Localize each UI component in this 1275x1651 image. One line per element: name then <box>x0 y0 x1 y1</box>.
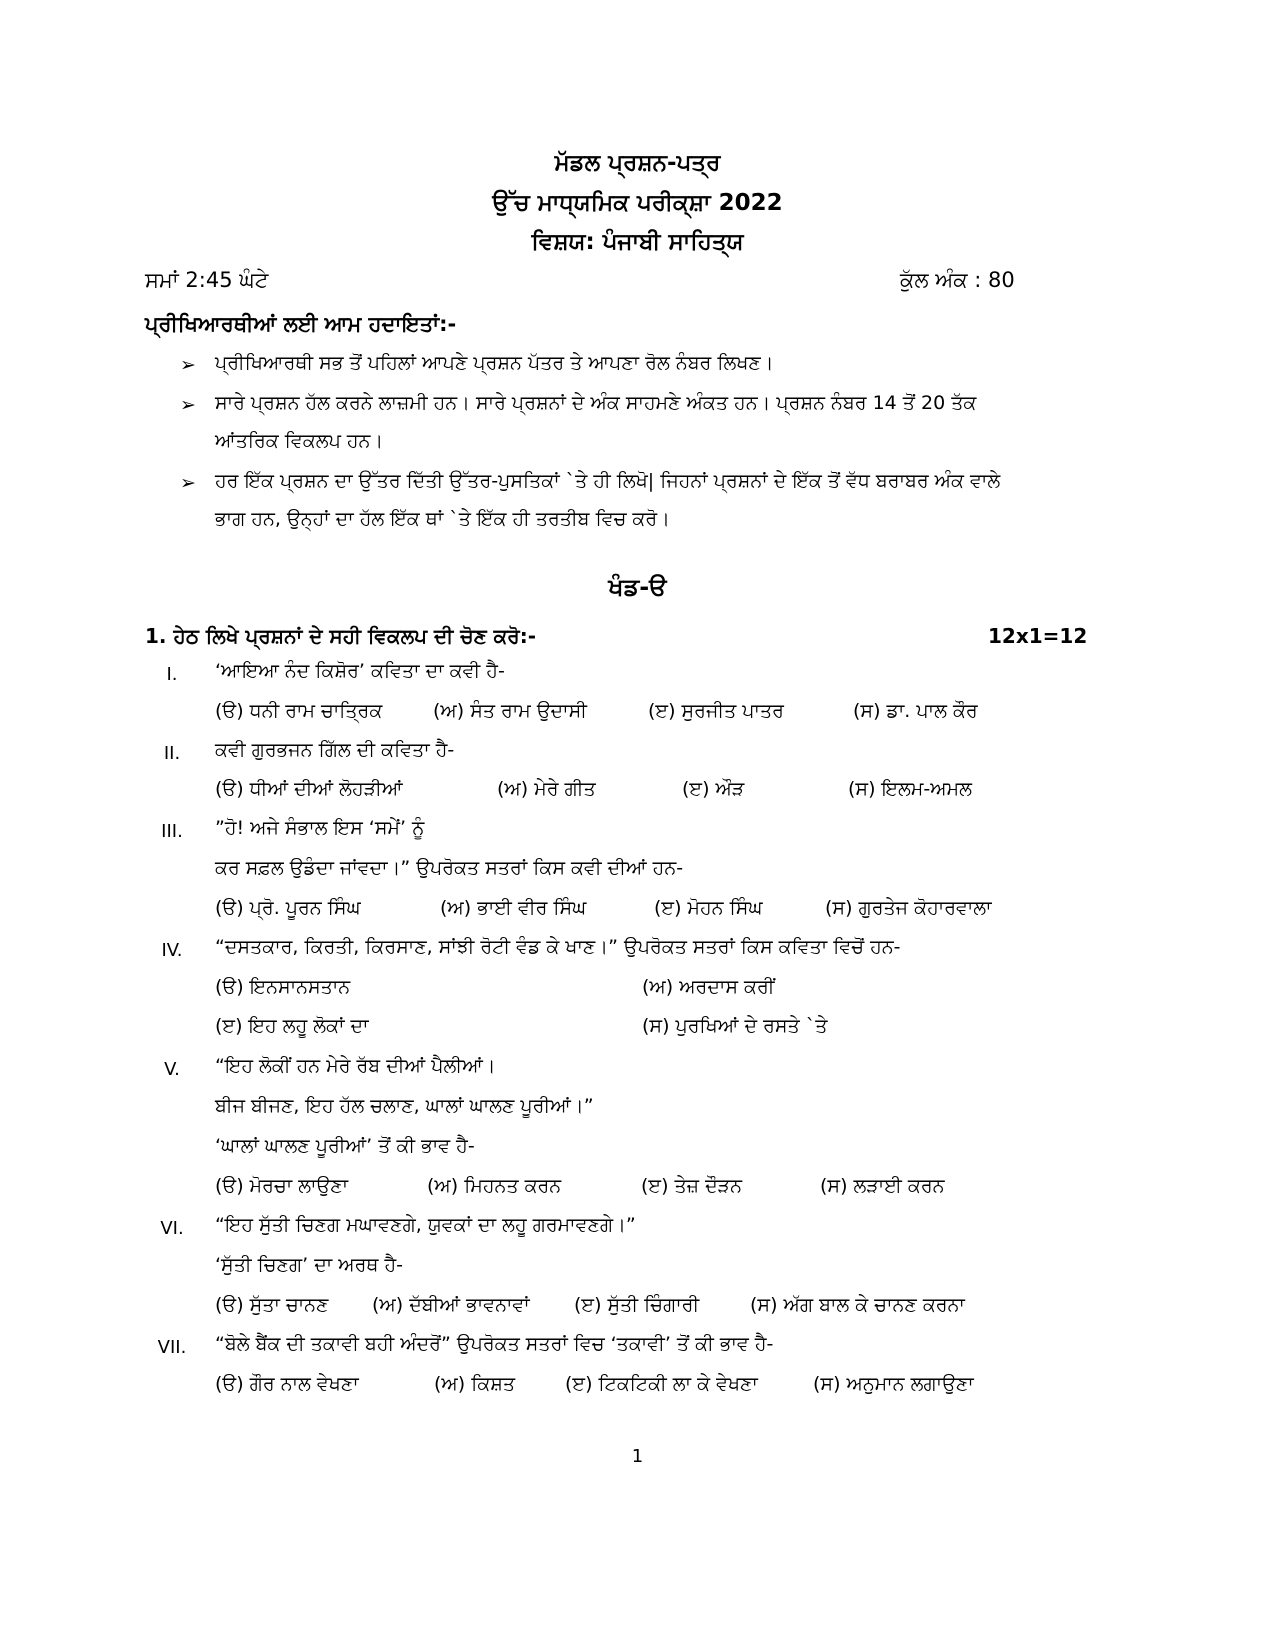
option-b: (ਅ) ਅਰਦਾਸ ਕਰੀਂ <box>642 976 775 998</box>
instruction-2-line-1: ਸਾਰੇ ਪ੍ਰਸ਼ਨ ਹੱਲ ਕਰਨੇ ਲਾਜ਼ਮੀ ਹਨ। ਸਾਰੇ ਪ੍ਰਸ਼ਨਾਂ ਦੇ ਅੰਕ ਸਾਹਮਣੇ ਅੰਕਤ ਹਨ। ਪ੍ਰਸ਼ਨ ਨੰਬਰ 14 ਤੋਂ 20 ਤੱਕ <box>215 392 977 414</box>
option-c: (ੲ) ਸੁਰਜੀਤ ਪਾਤਰ <box>648 700 784 722</box>
item-question-line-1: “ਇਹ ਲੋਕੀਂ ਹਨ ਮੇਰੇ ਰੱਬ ਦੀਆਂ ਪੈਲੀਆਂ। <box>215 1055 496 1077</box>
section-heading: ਖੰਡ-ੳ <box>608 573 667 601</box>
option-b: (ਅ) ਦੱਬੀਆਂ ਭਾਵਨਾਵਾਂ <box>372 1294 530 1316</box>
item-question: ‘ਆਇਆ ਨੰਦ ਕਿਸ਼ੋਰ’ ਕਵਿਤਾ ਦਾ ਕਵੀ ਹੈ- <box>215 660 505 682</box>
option-a: (ੳ) ਮੋਰਚਾ ਲਾਉਣਾ <box>215 1175 349 1197</box>
option-d: (ਸ) ਅਨੁਮਾਨ ਲਗਾਉਣਾ <box>813 1373 974 1395</box>
option-b: (ਅ) ਕਿਸ਼ਤ <box>434 1373 516 1395</box>
item-question-line-3: ‘ਘਾਲਾਂ ਘਾਲਣ ਪੂਰੀਆਂ’ ਤੋਂ ਕੀ ਭਾਵ ਹੈ- <box>215 1135 475 1157</box>
item-question: “ਦਸਤਕਾਰ, ਕਿਰਤੀ, ਕਿਰਸਾਣ, ਸਾਂਝੀ ਰੋਟੀ ਵੰਡ ਕੇ ਖਾਣ।” ਉਪਰੋਕਤ ਸਤਰਾਂ ਕਿਸ ਕਵਿਤਾ ਵਿਚੋਂ ਹਨ- <box>215 936 901 958</box>
option-c: (ੲ) ਤੇਜ਼ ਦੌੜਨ <box>641 1175 742 1197</box>
option-d: (ਸ) ਅੱਗ ਬਾਲ ਕੇ ਚਾਨਣ ਕਰਨਾ <box>750 1294 965 1316</box>
instructions-heading: ਪ੍ਰੀਖਿਆਰਥੀਆਂ ਲਈ ਆਮ ਹਦਾਇਤਾਂ:- <box>145 312 457 336</box>
bullet-icon: ➢ <box>180 354 196 376</box>
option-d: (ਸ) ਲੜਾਈ ਕਰਨ <box>820 1175 945 1197</box>
question-1-label: 1. ਹੇਠ ਲਿਖੇ ਪ੍ਰਸ਼ਨਾਂ ਦੇ ਸਹੀ ਵਿਕਲਪ ਦੀ ਚੋਣ ਕਰੋ:- <box>145 624 536 648</box>
page-number: 1 <box>631 1446 644 1467</box>
option-d: (ਸ) ਗੁਰਤੇਜ ਕੋਹਾਰਵਾਲਾ <box>825 897 992 919</box>
item-number: IV. <box>161 940 183 961</box>
item-number: V. <box>164 1059 180 1080</box>
instruction-1: ਪ੍ਰੀਖਿਆਰਥੀ ਸਭ ਤੋਂ ਪਹਿਲਾਂ ਆਪਣੇ ਪ੍ਰਸ਼ਨ ਪੱਤਰ ਤੇ ਆਪਣਾ ਰੋਲ ਨੰਬਰ ਲਿਖਣ। <box>215 352 774 374</box>
item-number: III. <box>161 821 183 842</box>
option-c: (ੲ) ਮੋਹਨ ਸਿੰਘ <box>654 897 763 919</box>
item-question-line-2: ਕਰ ਸਫ਼ਲ ਉਡੰਦਾ ਜਾਂਵਦਾ।” ਉਪਰੋਕਤ ਸਤਰਾਂ ਕਿਸ ਕਵੀ ਦੀਆਂ ਹਨ- <box>215 857 684 879</box>
instruction-3-line-2: ਭਾਗ ਹਨ, ਉਨ੍ਹਾਂ ਦਾ ਹੱਲ ਇੱਕ ਥਾਂ `ਤੇ ਇੱਕ ਹੀ ਤਰਤੀਬ ਵਿਚ ਕਰੋ। <box>215 508 670 530</box>
option-a: (ੳ) ਧੀਆਂ ਦੀਆਂ ਲੋਹੜੀਆਂ <box>215 778 403 800</box>
option-c: (ੲ) ਔੜ <box>682 778 745 800</box>
instruction-3-line-1: ਹਰ ਇੱਕ ਪ੍ਰਸ਼ਨ ਦਾ ਉੱਤਰ ਦਿੱਤੀ ਉੱਤਰ-ਪੁਸਤਿਕਾਂ `ਤੇ ਹੀ ਲਿਖੋ| ਜਿਹਨਾਂ ਪ੍ਰਸ਼ਨਾਂ ਦੇ ਇੱਕ ਤੋਂ ਵੱਧ ਬਰਾਬਰ ਅੰਕ ਵਾਲੇ <box>215 470 1001 492</box>
item-number: VII. <box>157 1337 187 1358</box>
exam-name: ਉੱਚ ਮਾਧ੍ਯਮਿਕ ਪਰੀਕ੍ਸ਼ਾ 2022 <box>492 190 783 216</box>
option-b: (ਅ) ਸੰਤ ਰਾਮ ਉਦਾਸੀ <box>433 700 587 722</box>
paper-title: ਮੱਡਲ ਪ੍ਰਸ਼ਨ-ਪਤ੍ਰ <box>554 150 721 176</box>
time-allowed: ਸਮਾਂ 2:45 ਘੰਟੇ <box>145 268 269 292</box>
option-d: (ਸ) ਇਲਮ-ਅਮਲ <box>848 778 972 800</box>
item-question-line-2: ਬੀਜ ਬੀਜਣ, ਇਹ ਹੱਲ ਚਲਾਣ, ਘਾਲਾਂ ਘਾਲਣ ਪੂਰੀਆਂ।” <box>215 1095 594 1117</box>
subject-line: ਵਿਸ਼ਯ: ਪੰਜਾਬੀ ਸਾਹਿਤ੍ਯ <box>531 229 744 255</box>
item-number: VI. <box>160 1218 184 1239</box>
option-c: (ੲ) ਸੁੱਤੀ ਚਿੰਗਾਰੀ <box>574 1294 700 1316</box>
item-number: I. <box>166 664 178 685</box>
item-question: “ਬੋਲੇ ਬੈਂਕ ਦੀ ਤਕਾਵੀ ਬਹੀ ਅੰਦਰੋਂ” ਉਪਰੋਕਤ ਸਤਰਾਂ ਵਿਚ ‘ਤਕਾਵੀ’ ਤੋਂ ਕੀ ਭਾਵ ਹੈ- <box>215 1333 774 1355</box>
option-a: (ੳ) ਧਨੀ ਰਾਮ ਚਾਤ੍ਰਿਕ <box>215 700 383 722</box>
bullet-icon: ➢ <box>180 394 196 416</box>
item-question-line-1: “ਇਹ ਸੁੱਤੀ ਚਿਣਗ ਮਘਾਵਣਗੇ, ਯੁਵਕਾਂ ਦਾ ਲਹੂ ਗਰਮਾਵਣਗੇ।” <box>215 1214 636 1236</box>
option-b: (ਅ) ਭਾਈ ਵੀਰ ਸਿੰਘ <box>440 897 587 919</box>
item-question: ਕਵੀ ਗੁਰਭਜਨ ਗਿੱਲ ਦੀ ਕਵਿਤਾ ਹੈ- <box>215 739 455 761</box>
option-d: (ਸ) ਪੁਰਖਿਆਂ ਦੇ ਰਸਤੇ `ਤੇ <box>642 1015 828 1037</box>
option-a: (ੳ) ਗੌਰ ਨਾਲ ਵੇਖਣਾ <box>215 1373 359 1395</box>
option-a: (ੳ) ਪ੍ਰੋ. ਪੂਰਨ ਸਿੰਘ <box>215 897 361 919</box>
item-number: II. <box>163 743 181 764</box>
bullet-icon: ➢ <box>180 472 196 494</box>
option-a: (ੳ) ਸੁੱਤਾ ਚਾਨਣ <box>215 1294 329 1316</box>
option-b: (ਅ) ਮਿਹਨਤ ਕਰਨ <box>427 1175 562 1197</box>
option-d: (ਸ) ਡਾ. ਪਾਲ ਕੌਰ <box>853 700 978 722</box>
total-marks: ਕੁੱਲ ਅੰਕ : 80 <box>900 268 1015 292</box>
instruction-2-line-2: ਆਂਤਰਿਕ ਵਿਕਲਪ ਹਨ। <box>215 430 384 452</box>
option-b: (ਅ) ਮੇਰੇ ਗੀਤ <box>497 778 596 800</box>
item-question-line-2: ‘ਸੁੱਤੀ ਚਿਣਗ’ ਦਾ ਅਰਥ ਹੈ- <box>215 1254 403 1276</box>
option-c: (ੲ) ਇਹ ਲਹੂ ਲੋਕਾਂ ਦਾ <box>215 1015 369 1037</box>
question-1-marks: 12x1=12 <box>988 624 1088 648</box>
option-c: (ੲ) ਟਿਕਟਿਕੀ ਲਾ ਕੇ ਵੇਖਣਾ <box>565 1373 758 1395</box>
option-a: (ੳ) ਇਨਸਾਨਸਤਾਨ <box>215 976 351 998</box>
item-question-line-1: ”ਹੋ! ਅਜੇ ਸੰਭਾਲ ਇਸ ‘ਸਮੇਂ’ ਨੂੰ <box>215 817 425 839</box>
